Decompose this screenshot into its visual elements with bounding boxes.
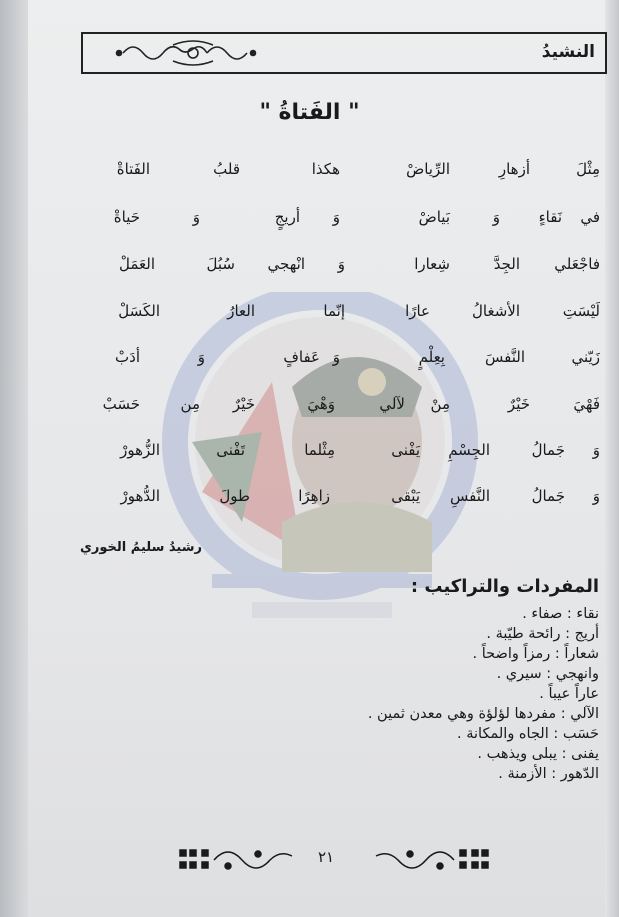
poem-title: " الفَتاةُ " [259,100,360,125]
verse-word: حَياةْ [113,208,140,226]
verse-line [80,395,600,435]
page-edge-shadow [0,0,28,917]
verse-word: الجِسْمِ [448,441,490,459]
verse-word: طولَ [219,487,250,505]
verse-word: الدُّهورْ [120,487,160,505]
section-title: النشيدُ [541,42,595,62]
verse-word: زاهِرًا [298,487,330,505]
verse-word: زَيّني [571,348,600,366]
vocabulary-item: وانهجي : سيري . [496,666,599,682]
verse-word: مِنْ [430,395,450,413]
verse-line [80,441,600,481]
page-edge-shadow-right [605,0,619,917]
verse-word: مِثْلما [304,441,335,459]
verse-word: أريجٍ [274,208,300,226]
vocabulary-item: نقاء : صفاء . [522,606,599,622]
page-number: ٢١ [318,848,335,866]
header-ornament-icon [113,37,273,69]
vocabulary-item: يفنى : يبلى ويذهب . [477,746,599,762]
verse-word: وَ [332,348,340,366]
vocabulary-list [368,604,599,784]
vocabulary-item: الدّهور : الأزمنة . [498,766,599,782]
vocabulary-item: الآلي : مفردها لؤلؤة وهي معدن ثمين . [367,706,599,722]
vocabulary-heading: المفردات والتراكيب : [410,576,599,597]
section-header [81,32,607,74]
verse-word: فاجْعَلي [554,255,600,273]
verse-word: العَمَلْ [118,255,155,273]
verse-word: النَّفسِ [450,487,490,505]
verse-word: أزهارِ [498,160,530,178]
verse-word: مِثْلَ [576,160,600,178]
verse-word: هكذا [311,160,340,178]
verse-word: وَ [337,255,345,273]
verse-word: جَمالُ [531,441,565,459]
verse-word: خَيْرٌ [507,395,530,413]
verse-word: وَ [332,208,340,226]
footer-ornament-right-icon [360,844,490,876]
verse-line [80,160,600,200]
verse-word: قلبُ [213,160,240,178]
verse-word: العارُ [227,302,255,320]
verse-word: يَبْقى [391,487,420,505]
verse-word: نَقاءٍ [538,208,562,226]
verse-word: فَهْيَ [573,395,600,413]
verse-word: الجِدَّ [493,255,520,273]
vocabulary-item: عاراً عيباً . [539,686,599,702]
verse-line [80,302,600,342]
verse-line [80,208,600,248]
verse-word: لَيْسَتِ [562,302,600,320]
verse-word: الفَتاةْ [116,160,150,178]
page-footer [0,838,619,878]
verse-word: الرِّياضْ [406,160,450,178]
verse-word: لآلي [379,395,405,413]
verse-word: سُبُلَ [206,255,235,273]
verse-word: انْهجي [267,255,305,273]
verse-word: وَ [192,208,200,226]
verse-word: يَفْنى [391,441,420,459]
verse-word: وَ [592,487,600,505]
verse-word: وَ [492,208,500,226]
vocabulary-item: أريج : رائحة طيّبة . [486,626,599,642]
verse-word: مِن [180,395,200,413]
verse-word: خَيْرٌ [232,395,255,413]
verse-word: عارًا [405,302,430,320]
footer-ornament-left-icon [178,844,308,876]
verse-word: الزُّهورْ [120,441,160,459]
verse-line [80,348,600,388]
verse-word: النَّفسَ [485,348,525,366]
vocabulary-item: شعاراً : رمزاً واضحاً . [472,646,599,662]
verse-word: وَهْيَ [307,395,335,413]
verse-word: تَفْنى [216,441,245,459]
verse-word: شِعارا [414,255,450,273]
verse-word: عَفافٍ [283,348,320,366]
verse-line [80,487,600,527]
poet-name: رشيدُ سليمُ الخوري [80,540,202,555]
verse-word: جَمالُ [531,487,565,505]
verse-word: في [580,208,600,226]
verse-word: إنّما [323,302,345,320]
vocabulary-item: حَسَب : الجاه والمكانة . [457,726,599,742]
verse-word: بِعِلْمٍ [418,348,445,366]
verse-line [80,255,600,295]
verse-word: وَ [197,348,205,366]
verse-word: حَسَبْ [102,395,140,413]
verse-word: بَياضْ [418,208,450,226]
verse-word: الأشغالُ [472,302,520,320]
verse-word: وَ [592,441,600,459]
verse-word: الكَسَلْ [118,302,160,320]
verse-word: أدَبْ [115,348,140,366]
